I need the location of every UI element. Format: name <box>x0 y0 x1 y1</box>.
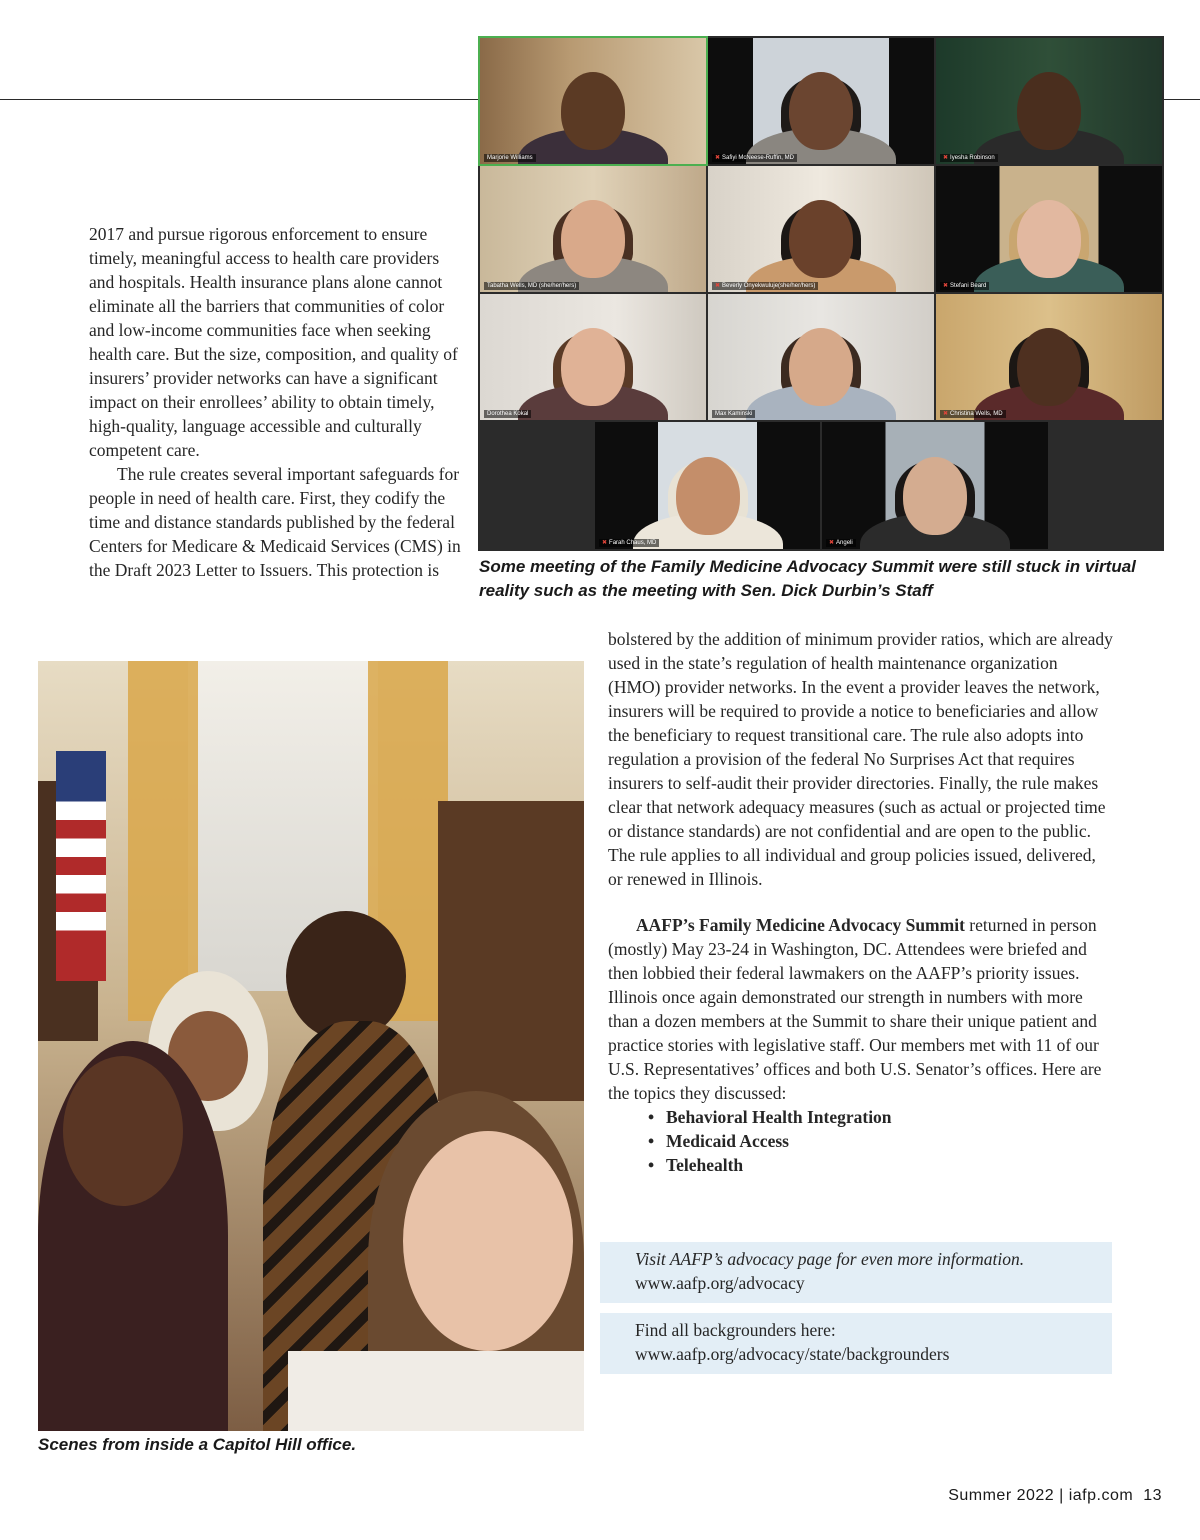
muted-mic-icon: ✖ <box>943 411 949 417</box>
right-paragraph-2: The rule applies to all individual and group policies issued, delivered, or renewed in Illinois. <box>608 845 1096 889</box>
participant-name: ✖ Stefani Beard <box>940 282 989 290</box>
capitol-hill-selfie-photo <box>38 661 584 1431</box>
backgrounders-info-box <box>600 1313 1112 1374</box>
header-rule-left <box>0 99 478 100</box>
advocacy-link[interactable]: www.aafp.org/advocacy <box>635 1273 805 1293</box>
participant-name: ✖ Christina Wells, MD <box>940 410 1006 418</box>
video-tile <box>936 166 1162 292</box>
participant-name: ✖ Farah Chaus, MD <box>599 539 659 547</box>
page-number: 13 <box>1143 1487 1162 1504</box>
topic-item: • Medicaid Access <box>648 1129 1113 1153</box>
participant-name: ✖ Iyesha Robinson <box>940 154 998 162</box>
muted-mic-icon: ✖ <box>829 540 835 546</box>
participant-name: Dorothea Kokal <box>484 410 531 418</box>
topics-list <box>608 1105 1113 1177</box>
summit-description: returned in person (mostly) May 23-24 in Washington, DC. Attendees were briefed and then lobbied their federal lawmakers on the AAFP’s priority issues. Illinois once again demonstrated our strength in numbers with more than a dozen members at the Summit to share their unique patient and practice stories with legislative staff. Our members met with 11 of our U.S. Representatives’ offices and both U.S. Senator’s offices. Here are the topics they discussed: <box>608 915 1102 1103</box>
video-tile <box>480 294 706 420</box>
page-footer <box>948 1487 1162 1505</box>
video-tile <box>708 38 934 164</box>
video-tile <box>936 294 1162 420</box>
issue-label: Summer 2022 | iafp.com <box>948 1487 1134 1504</box>
header-rule-right <box>1163 99 1200 100</box>
video-tile <box>708 294 934 420</box>
video-tile <box>480 166 706 292</box>
video-tile <box>822 422 1048 549</box>
video-call-grid <box>478 36 1164 551</box>
left-paragraph-2: The rule creates several important safeguards for people in need of health care. First, they codify the time and distance standards published by the federal Centers for Medicare & Medicaid Services (CMS) in the Draft 2023 Letter to Issuers. This protection is <box>89 464 461 580</box>
video-tile <box>708 166 934 292</box>
topic-item: • Behavioral Health Integration <box>648 1105 1113 1129</box>
participant-name: ✖ Beverly Onyekwuluje(she/her/hers) <box>712 282 818 290</box>
right-paragraph-3 <box>608 913 1113 1105</box>
participant-name: Tabatha Wells, MD (she/her/hers) <box>484 282 579 290</box>
muted-mic-icon: ✖ <box>715 155 721 161</box>
left-column <box>89 222 465 582</box>
participant-name: Max Kaminski <box>712 410 755 418</box>
participant-name: ✖ Angeli <box>826 539 856 547</box>
muted-mic-icon: ✖ <box>715 283 721 289</box>
right-paragraph-1: bolstered by the addition of minimum provider ratios, which are already used in the state’s regulation of health maintenance organization (HMO) provider networks. In the event a provider leaves the network, insurers will be required to provide a notice to beneficiaries and allow the beneficiary to request transitional care. The rule also adopts into regulation a provision of the federal No Surprises Act that requires insurers to self-audit their provider directories. Finally, the rule makes clear that network adequacy measures (such as actual or projected time or distance standards) are not confidential and are open to the public. <box>608 629 1113 841</box>
paragraph-gap <box>608 891 1113 913</box>
summit-name: AAFP’s Family Medicine Advocacy Summit <box>636 915 965 935</box>
capitol-hill-caption: Scenes from inside a Capitol Hill office. <box>38 1435 357 1454</box>
right-column <box>608 627 1113 1177</box>
muted-mic-icon: ✖ <box>943 283 949 289</box>
advocacy-info-box <box>600 1242 1112 1303</box>
left-paragraph-1: 2017 and pursue rigorous enforcement to ensure timely, meaningful access to health care providers and hospitals. Health insurance plans alone cannot eliminate all the barriers that communities of color and low-income communities face when seeking health care. But the size, composition, and quality of insurers’ provider networks can have a significant impact on their enrollees’ ability to obtain timely, high-quality, language accessible and culturally competent care. <box>89 224 458 460</box>
video-tile <box>480 38 706 164</box>
muted-mic-icon: ✖ <box>943 155 949 161</box>
video-call-caption: Some meeting of the Family Medicine Advocacy Summit were still stuck in virtual reality such as the meeting with Sen. Dick Durbin’s Staff <box>479 557 1136 600</box>
backgrounders-box-lead: Find all backgrounders here: <box>635 1320 836 1340</box>
participant-name: Marjorie Williams <box>484 154 536 162</box>
muted-mic-icon: ✖ <box>602 540 608 546</box>
advocacy-box-lead: Visit AAFP’s advocacy page for even more information. <box>635 1249 1025 1269</box>
video-tile <box>936 38 1162 164</box>
participant-name: ✖ Safiyi McNeese-Ruffin, MD <box>712 154 797 162</box>
video-tile <box>595 422 820 549</box>
topic-item: • Telehealth <box>648 1153 1113 1177</box>
backgrounders-link[interactable]: www.aafp.org/advocacy/state/backgrounders <box>635 1344 950 1364</box>
